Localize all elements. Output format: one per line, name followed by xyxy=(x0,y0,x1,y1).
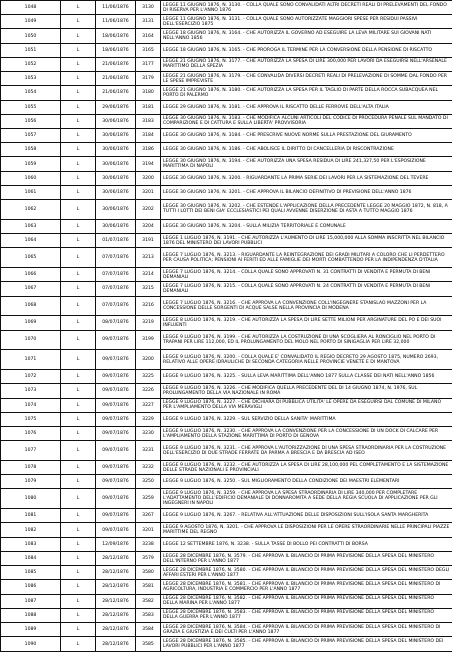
row-date: 07/07/1876 xyxy=(96,282,136,296)
row-code: 3180 xyxy=(136,86,161,100)
row-number: 1059 xyxy=(1,157,61,171)
row-number: 1057 xyxy=(1,128,61,142)
row-code: 3581 xyxy=(136,580,161,594)
table-row xyxy=(1,566,452,580)
table-row xyxy=(1,185,452,199)
table-row xyxy=(1,268,452,282)
row-number: 1071 xyxy=(1,350,61,370)
row-date: 08/07/1876 xyxy=(96,316,136,330)
row-code: 3267 xyxy=(136,509,161,523)
row-description: LEGGE 9 LUGLIO 1876, N. 3227. - CHE DICHIARA DI PUBBLICA UTILITA' LE OPERE DA ESEGUIRSI DAL COMUNE DI MILANO PER L'AMPLIAMENTO DELLA VIA MERAVIGLI xyxy=(161,398,452,412)
row-type: L xyxy=(61,551,96,565)
table-row xyxy=(1,461,452,475)
row-code: 3202 xyxy=(136,200,161,220)
table-row xyxy=(1,234,452,248)
row-code: 3181 xyxy=(136,100,161,114)
row-number: 1060 xyxy=(1,171,61,185)
row-description: LEGGE 30 GIUGNO 1876, N. 3194. - CHE AUTORIZZA UNA SPESA RESIDUA DI LIRE 241,327,50 PER L'ESPOSIZIONE MARITTIMA DI NAPOLI xyxy=(161,157,452,171)
row-number: 1079 xyxy=(1,475,61,489)
row-number: 1068 xyxy=(1,296,61,316)
row-code: 3225 xyxy=(136,370,161,384)
row-code: 3583 xyxy=(136,608,161,622)
row-number: 1067 xyxy=(1,282,61,296)
row-date: 09/07/1876 xyxy=(96,350,136,370)
row-number: 1080 xyxy=(1,489,61,509)
table-row xyxy=(1,248,452,268)
row-number: 1055 xyxy=(1,100,61,114)
row-date: 30/06/1876 xyxy=(96,143,136,157)
row-code: 3250 xyxy=(136,475,161,489)
row-description: LEGGE 7 LUGLIO 1876, N. 3214. - COLLA QUALE SONO APPROVATI N. 31 CONTRATTI DI VENDITA E PERMUTA DI BENI DEMANIALI xyxy=(161,268,452,282)
row-number: 1083 xyxy=(1,537,61,551)
row-date: 09/07/1876 xyxy=(96,523,136,537)
row-code: 3216 xyxy=(136,296,161,316)
table-row xyxy=(1,637,452,652)
row-type: L xyxy=(61,143,96,157)
row-type: L xyxy=(61,427,96,441)
row-description: LEGGE 28 DICEMBRE 1876, N. 3583. - CHE APPROVA IL BILANCIO DI PRIMA PREVISIONE DELLA SPESA DEL MINISTERO DELLA GUERRA PER L'ANNO 1877 xyxy=(161,608,452,622)
row-date: 30/06/1876 xyxy=(96,200,136,220)
row-type: L xyxy=(61,128,96,142)
row-description: LEGGE 21 GIUGNO 1876, N. 3180. - CHE AUTORIZZA LA SPESA PER IL TAGLIO DI PARTE DELLA ROCCA SUBACQUEA NEL PORTO DI PALERMO xyxy=(161,86,452,100)
row-type: L xyxy=(61,475,96,489)
row-number: 1062 xyxy=(1,200,61,220)
row-description: LEGGE 7 LUGLIO 1876, N. 3215. - COLLA QUALE SONO APPROVATI N. 24 CONTRATTI DI VENDITA E PERMUTA DI BENI DEMANIALI xyxy=(161,282,452,296)
row-type: L xyxy=(61,296,96,316)
row-code: 3201 xyxy=(136,523,161,537)
table-row xyxy=(1,282,452,296)
table-row xyxy=(1,86,452,100)
row-description: LEGGE 11 GIUGNO 1876, N. 3131. - COLLA QUALE SONO AUTORIZZATE MAGGIORI SPESE PER RESIDUI PASSIVI DELL'ESERCIZIO 1875 xyxy=(161,15,452,29)
row-code: 3231 xyxy=(136,441,161,461)
row-code: 3229 xyxy=(136,412,161,426)
row-code: 3186 xyxy=(136,143,161,157)
row-code: 3165 xyxy=(136,43,161,57)
row-number: 1052 xyxy=(1,57,61,71)
table-row xyxy=(1,441,452,461)
row-type: L xyxy=(61,72,96,86)
row-date: 29/06/1876 xyxy=(96,100,136,114)
row-code: 3259 xyxy=(136,489,161,509)
row-type: L xyxy=(61,114,96,128)
row-date: 09/07/1876 xyxy=(96,441,136,461)
row-date: 28/12/1876 xyxy=(96,580,136,594)
row-number: 1050 xyxy=(1,29,61,43)
row-number: 1061 xyxy=(1,185,61,199)
row-type: L xyxy=(61,509,96,523)
row-date: 21/06/1876 xyxy=(96,86,136,100)
row-description: LEGGE 9 LUGLIO 1876, N. 3226. - CHE MODIFICA QUELLA PRECEDENTE DEL DI 14 GIUGNO 1874, N. 1976, SUL PROLUNGAMENTO DELLA VIA NAZIONALE IN ROMA xyxy=(161,384,452,398)
row-number: 1051 xyxy=(1,43,61,57)
row-date: 30/06/1876 xyxy=(96,219,136,233)
row-description: LEGGE 30 GIUGNO 1876, N. 3186. - CHE ABOLISCE IL DIRITTO DI CANCELLERIA DI RISCONTRAZIONE xyxy=(161,143,452,157)
row-number: 1084 xyxy=(1,551,61,565)
row-description: LEGGE 9 LUGLIO 1876, N. 3200. - COLLA QUALE E' CONVALIDATO IL REGIO DECRETO 29 AGOSTO 1875, NUMERO 2693, RELATIVO ALLE OPERE IDRAULICHE DI SECONDA CATEGORIA NELLE PROVINCIE VENETE E DI MANTOVA xyxy=(161,350,452,370)
row-type: L xyxy=(61,268,96,282)
row-number: 1082 xyxy=(1,523,61,537)
row-number: 1075 xyxy=(1,412,61,426)
row-number: 1065 xyxy=(1,248,61,268)
row-date: 09/07/1876 xyxy=(96,489,136,509)
row-code: 3183 xyxy=(136,114,161,128)
row-number: 1089 xyxy=(1,623,61,637)
row-description: LEGGE 9 LUGLIO 1876, N. 3225. - SULLA LEVA MARITTIMA DELL'ANNO 1877 SULLA CLASSE DEI NATI NELL'ANNO 1856 xyxy=(161,370,452,384)
row-type: L xyxy=(61,219,96,233)
row-description: LEGGE 30 GIUGNO 1876, N. 3204. - SULLA MILIZIA TERRITORIALE E COMUNALE xyxy=(161,219,452,233)
row-description: LEGGE 30 GIUGNO 1876, N. 3201. - CHE APPROVA IL BILANCIO DEFINITIVO DI PREVISIONE DELL'ANNO 1876 xyxy=(161,185,452,199)
row-type: L xyxy=(61,608,96,622)
row-type: L xyxy=(61,637,96,652)
row-number: 1069 xyxy=(1,316,61,330)
table-row xyxy=(1,594,452,608)
row-number: 1088 xyxy=(1,608,61,622)
row-description: LEGGE 30 GIUGNO 1876, N. 3200. - RIGUARDANTE LA PRIMA SERIE DEI LAVORI PER LA SISTEMAZIONE DEL TEVERE xyxy=(161,171,452,185)
row-code: 3238 xyxy=(136,537,161,551)
row-date: 30/06/1876 xyxy=(96,157,136,171)
row-number: 1074 xyxy=(1,398,61,412)
table-row xyxy=(1,143,452,157)
row-date: 30/06/1876 xyxy=(96,128,136,142)
row-date: 28/12/1876 xyxy=(96,637,136,652)
row-description: LEGGE 28 DICEMBRE 1876, N. 3582. - CHE APPROVA IL BILANCIO DI PRIMA PREVISIONE DELLA SPESA DEL MINISTERO DELLA MARINA PER L'ANNO 1877 xyxy=(161,594,452,608)
table-row xyxy=(1,157,452,171)
row-description: LEGGE 28 DICEMBRE 1876, N. 3579. - CHE APPROVA IL BILANCIO DI PRIMA PREVISIONE DELLA SPESA DEL MINISTERO DELL'INTERNO PER L'ANNO 1877 xyxy=(161,551,452,565)
row-description: LEGGE 30 GIUGNO 1876, N. 3184. - CHE PRESCRIVE NUOVE NORME SULLA PRESTAZIONE DEL GIURAMENTO xyxy=(161,128,452,142)
row-date: 07/07/1876 xyxy=(96,296,136,316)
row-description: LEGGE 9 AGOSTO 1876, N. 3201. - CHE APPROVA LE DISPOSIZIONI PER LE OPERE STRAORDINARIE NELLE PRINCIPALI PIAZZE MARITTIME DEL REGNO xyxy=(161,523,452,537)
row-date: 07/07/1876 xyxy=(96,268,136,282)
row-date: 09/07/1876 xyxy=(96,475,136,489)
row-number: 1078 xyxy=(1,461,61,475)
row-date: 09/07/1876 xyxy=(96,398,136,412)
row-date: 09/07/1876 xyxy=(96,509,136,523)
table-row xyxy=(1,489,452,509)
row-type: L xyxy=(61,350,96,370)
row-description: LEGGE 18 GIUGNO 1876, N. 3164. - CHE AUTORIZZA IL GOVERNO AD ESEGUIRE LA LEVA MILITARE SUI GIOVANI NATI NELL'ANNO 1856 xyxy=(161,29,452,43)
row-code: 3177 xyxy=(136,57,161,71)
row-code: 3204 xyxy=(136,219,161,233)
row-date: 11/06/1876 xyxy=(96,15,136,29)
table-row xyxy=(1,623,452,637)
row-type: L xyxy=(61,86,96,100)
row-type: L xyxy=(61,623,96,637)
row-number: 1049 xyxy=(1,15,61,29)
table-row xyxy=(1,580,452,594)
row-date: 28/12/1876 xyxy=(96,594,136,608)
row-description: LEGGE 7 LUGLIO 1876, N. 3213. - RIGUARDANTE LA REINTEGRAZIONE DEI GRADI MILITARI A COLORO CHE LI PERDETTERO PER CAUSA POLITICA; PENSIONI AI FERITI ED ALLE FAMIGLIE DEI MORTI COMBATTENDO PER LA INDIPENDENZA D'ITALIA xyxy=(161,248,452,268)
row-description: LEGGE 9 LUGLIO 1876, N. 3231. - CHE APPROVA L'AUTORIZZAZIONE DI UNA SPESA STRAORDINARIA PER LA COSTRUZIONE DELL'ESERCIZIO DI DUE STRADE FERRATE DA PARMA A BRESCIA E DA BRESCIA AD ISEO xyxy=(161,441,452,461)
row-description: LEGGE 9 LUGLIO 1876, N. 3259. - CHE APPROVA LA SPESA STRAORDINARIA DI LIRE 340,000 PER COMPLETARE L'ADATTAMENTO DELL'EDIFICIO DEMANIALE DI DONNAROMITA A SEDE DELLA REGIA SCUOLA DI APPLICAZIONE PER GLI INGEGNERI IN NAPOLI xyxy=(161,489,452,509)
row-type: L xyxy=(61,580,96,594)
row-code: 3226 xyxy=(136,384,161,398)
row-code: 3179 xyxy=(136,72,161,86)
row-description: LEGGE 9 LUGLIO 1876, N. 3232. - CHE AUTORIZZA LA SPESA DI LIRE 28,100,000 PEL COMPLETAMENTO E LA SISTEMAZIONE DELLE STRADE NAZIONALI E PROVINCIALI xyxy=(161,461,452,475)
row-code: 3164 xyxy=(136,29,161,43)
row-code: 3219 xyxy=(136,316,161,330)
row-description: LEGGE 11 GIUGNO 1876, N. 3130. - COLLA QUALE SONO CONVALIDATI ALTRI DECRETI REALI DI PRELEVAMENTI DEL FONDO DI RISERVA PER L'ANNO 1876 xyxy=(161,1,452,15)
row-date: 18/06/1876 xyxy=(96,43,136,57)
row-type: L xyxy=(61,248,96,268)
row-description: LEGGE 18 GIUGNO 1876, N. 3165. - CHE PROROGA IL TERMINE PER LA CONVERSIONE DELLA PENSIONE DI RISCATTO xyxy=(161,43,452,57)
table-row xyxy=(1,1,452,15)
row-date: 09/07/1876 xyxy=(96,461,136,475)
row-number: 1077 xyxy=(1,441,61,461)
row-code: 3227 xyxy=(136,398,161,412)
row-type: L xyxy=(61,412,96,426)
row-number: 1070 xyxy=(1,330,61,350)
row-date: 28/12/1876 xyxy=(96,551,136,565)
row-description: LEGGE 9 LUGLIO 1876, N. 3267. - RELATIVA ALL'ATTUAZIONE DELLE DISPOSIZIONI SULL'ISOLA SANTA MARGHERITA xyxy=(161,509,452,523)
row-type: L xyxy=(61,171,96,185)
table-row xyxy=(1,57,452,71)
row-number: 1058 xyxy=(1,143,61,157)
row-description: LEGGE 30 GIUGNO 1876, N. 3183. - CHE MODIFICA ALCUNI ARTICOLI DEL CODICE DI PROCEDURA PENALE SUL MANDATO DI COMPARIZIONE E DI CATTURA E SULLA LIBERTA' PROVVISORIA xyxy=(161,114,452,128)
row-code: 3215 xyxy=(136,282,161,296)
row-number: 1056 xyxy=(1,114,61,128)
row-code: 3200 xyxy=(136,171,161,185)
row-code: 3582 xyxy=(136,594,161,608)
row-number: 1053 xyxy=(1,72,61,86)
row-date: 30/06/1876 xyxy=(96,114,136,128)
row-description: LEGGE 8 LUGLIO 1876, N. 3219. - CHE AUTORIZZA LA SPESA DI LIRE SETTE MILIONI PER ARGINATURE DEL PO E DEI SUOI INFLUENTI xyxy=(161,316,452,330)
table-row xyxy=(1,100,452,114)
row-number: 1081 xyxy=(1,509,61,523)
row-number: 1072 xyxy=(1,370,61,384)
table-row xyxy=(1,551,452,565)
row-description: LEGGE 12 SETTEMBRE 1876, N. 3238. - SULLA TASSE DI BOLLO PEI CONTRATTI DI BORSA xyxy=(161,537,452,551)
table-row xyxy=(1,384,452,398)
table-row xyxy=(1,29,452,43)
row-type: L xyxy=(61,398,96,412)
row-type: L xyxy=(61,100,96,114)
row-type: L xyxy=(61,330,96,350)
row-number: 1048 xyxy=(1,1,61,15)
row-code: 3232 xyxy=(136,461,161,475)
row-code: 3191 xyxy=(136,234,161,248)
row-number: 1087 xyxy=(1,594,61,608)
row-description: LEGGE 9 LUGLIO 1876, N. 3250. - SUL MIGLIORAMENTO DELLA CONDIZIONE DEI MAESTRI ELEMENTARI xyxy=(161,475,452,489)
row-date: 01/07/1876 xyxy=(96,234,136,248)
row-code: 3200 xyxy=(136,350,161,370)
table-row xyxy=(1,398,452,412)
row-type: L xyxy=(61,384,96,398)
row-number: 1066 xyxy=(1,268,61,282)
row-type: L xyxy=(61,441,96,461)
row-date: 30/06/1876 xyxy=(96,185,136,199)
row-type: L xyxy=(61,370,96,384)
row-date: 28/12/1876 xyxy=(96,566,136,580)
row-date: 21/06/1876 xyxy=(96,72,136,86)
row-date: 11/06/1876 xyxy=(96,1,136,15)
table-row xyxy=(1,608,452,622)
table-row xyxy=(1,114,452,128)
row-code: 3131 xyxy=(136,15,161,29)
row-description: LEGGE 9 LUGLIO 1876, N. 3199. - CHE AUTORIZZA LA COSTRUZIONE DI UNA SCOGLIERA AL RONCIGLIO NEL PORTO DI TRAPANI PER LIRE 112,000, ED IL PROLUNGAMENTO DEL MOLO NEL PORTO DI SINIGAGLIA PER LIRE 32,000 xyxy=(161,330,452,350)
row-code: 3194 xyxy=(136,157,161,171)
row-code: 3585 xyxy=(136,637,161,652)
row-code: 3230 xyxy=(136,427,161,441)
row-date: 12/09/1876 xyxy=(96,537,136,551)
row-description: LEGGE 28 DICEMBRE 1876, N. 3584. - CHE APPROVA IL BILANCIO DI PRIMA PREVISIONE DELLA SPESA DEL MINISTERO DI GRAZIA E GIUSTIZIA E DEI CULTI PER L'ANNO 1877 xyxy=(161,623,452,637)
row-description: LEGGE 21 GIUGNO 1876, N. 3179. - CHE CONVALIDA DIVERSI DECRETI REALI DI PRELEVAZIONE DI SOMME DAL FONDO PER LE SPESE IMPREVISTE xyxy=(161,72,452,86)
table-row xyxy=(1,296,452,316)
row-type: L xyxy=(61,594,96,608)
table-row xyxy=(1,509,452,523)
row-date: 28/12/1876 xyxy=(96,608,136,622)
row-number: 1054 xyxy=(1,86,61,100)
table-row xyxy=(1,219,452,233)
table-row xyxy=(1,427,452,441)
row-date: 18/06/1876 xyxy=(96,29,136,43)
row-code: 3584 xyxy=(136,623,161,637)
table-row xyxy=(1,537,452,551)
table-row xyxy=(1,15,452,29)
row-type: L xyxy=(61,234,96,248)
row-type: L xyxy=(61,461,96,475)
row-type: L xyxy=(61,537,96,551)
table-row xyxy=(1,316,452,330)
table-row xyxy=(1,475,452,489)
row-description: LEGGE 7 LUGLIO 1876, N. 3216. - CHE APPROVA LA CONVENZIONE COLL'INGEGNERE STANISLAO MAZZONI PER LA CONCESSIONE DELLE SORGENTI DI ACQUE SALSE NELLA PROVINCIA DI MODENA xyxy=(161,296,452,316)
row-type: L xyxy=(61,1,96,15)
table-row xyxy=(1,200,452,220)
row-type: L xyxy=(61,282,96,296)
row-description: LEGGE 9 LUGLIO 1876, N. 3230. - CHE APPROVA LA CONVENZIONE PER LA CONCESSIONE DI UN DOCK DI CALCARE PER L'AMPLIAMENTO DELLA STAZIONE MARITTIMA DI PORTO DI GENOVA xyxy=(161,427,452,441)
row-code: 3199 xyxy=(136,330,161,350)
row-type: L xyxy=(61,489,96,509)
row-description: LEGGE 9 LUGLIO 1876, N. 3229. - SUL SERVIZIO DELLA SANITA' MARITTIMA xyxy=(161,412,452,426)
table-row xyxy=(1,171,452,185)
row-code: 3213 xyxy=(136,248,161,268)
row-code: 3579 xyxy=(136,551,161,565)
row-description: LEGGE 1 LUGLIO 1876, N. 3191. - CHE AUTORIZZA L'AUMENTO DI LIRE 15,000,000 ALLA SOMMA INSCRITTA NEL BILANCIO 1876 DEL MINISTERO DEI LAVORI PUBBLICI xyxy=(161,234,452,248)
row-date: 30/06/1876 xyxy=(96,171,136,185)
row-number: 1076 xyxy=(1,427,61,441)
row-description: LEGGE 28 DICEMBRE 1876, N. 3585. - CHE APPROVA IL BILANCIO DI PRIMA PREVISIONE DELLA SPESA DEL MINISTERO DEI LAVORI PUBBLICI PER L'ANNO 1877 xyxy=(161,637,452,652)
table-row xyxy=(1,128,452,142)
row-code: 3214 xyxy=(136,268,161,282)
row-code: 3580 xyxy=(136,566,161,580)
table-row xyxy=(1,350,452,370)
row-date: 09/07/1876 xyxy=(96,412,136,426)
row-number: 1063 xyxy=(1,219,61,233)
row-description: LEGGE 30 GIUGNO 1876, N. 3202. - CHE ESTENDE L'APPLICAZIONE DELLA PRECEDENTE LEGGE 20 MAGGIO 1872, N. 818, A TUTTI I LOTTI DEI BENI GIA' ECCLESIASTICI PEI QUALI AVVENNE DISERZIONE DI ASTA A TUTTO MAGGIO 1876 xyxy=(161,200,452,220)
row-type: L xyxy=(61,57,96,71)
row-number: 1073 xyxy=(1,384,61,398)
row-date: 09/07/1876 xyxy=(96,427,136,441)
table-row xyxy=(1,412,452,426)
row-number: 1086 xyxy=(1,580,61,594)
table-row xyxy=(1,370,452,384)
row-date: 07/07/1876 xyxy=(96,248,136,268)
row-number: 1085 xyxy=(1,566,61,580)
row-code: 3201 xyxy=(136,185,161,199)
row-number: 1064 xyxy=(1,234,61,248)
row-type: L xyxy=(61,29,96,43)
row-code: 3130 xyxy=(136,1,161,15)
row-code: 3184 xyxy=(136,128,161,142)
row-type: L xyxy=(61,523,96,537)
table-row xyxy=(1,330,452,350)
row-description: LEGGE 21 GIUGNO 1876, N. 3177. - CHE AUTORIZZA LA SPESA DI LIRE 300,000 PER LAVORI DA ESEGUIRSI NELL'ARSENALE MARITTIMO DELLA SPEZIA xyxy=(161,57,452,71)
row-type: L xyxy=(61,200,96,220)
row-description: LEGGE 29 GIUGNO 1876, N. 3181. - CHE APPROVA IL RISCATTO DELLE FERROVIE DELL'ALTA ITALIA xyxy=(161,100,452,114)
row-type: L xyxy=(61,566,96,580)
row-type: L xyxy=(61,157,96,171)
row-date: 09/07/1876 xyxy=(96,370,136,384)
table-row xyxy=(1,523,452,537)
table-row xyxy=(1,43,452,57)
table-row xyxy=(1,72,452,86)
row-number: 1090 xyxy=(1,637,61,652)
row-type: L xyxy=(61,316,96,330)
row-type: L xyxy=(61,43,96,57)
row-date: 21/06/1876 xyxy=(96,57,136,71)
row-type: L xyxy=(61,15,96,29)
row-description: LEGGE 28 DICEMBRE 1876, N. 3581. - CHE APPROVA IL BILANCIO DI PRIMA PREVISIONE DELLA SPESA DEL MINISTERO DI AGRICOLTURA, INDUSTRIA E COMMERCIO PER L'ANNO 1877 xyxy=(161,580,452,594)
row-type: L xyxy=(61,185,96,199)
row-date: 09/07/1876 xyxy=(96,384,136,398)
laws-table-body xyxy=(1,1,452,652)
row-date: 09/07/1876 xyxy=(96,330,136,350)
row-description: LEGGE 28 DICEMBRE 1876, N. 3580. - CHE APPROVA IL BILANCIO DI PRIMA PREVISIONE DELLA SPESA DEL MINISTERO DEGLI AFFARI ESTERI PER L'ANNO 1877 xyxy=(161,566,452,580)
row-date: 28/12/1876 xyxy=(96,623,136,637)
